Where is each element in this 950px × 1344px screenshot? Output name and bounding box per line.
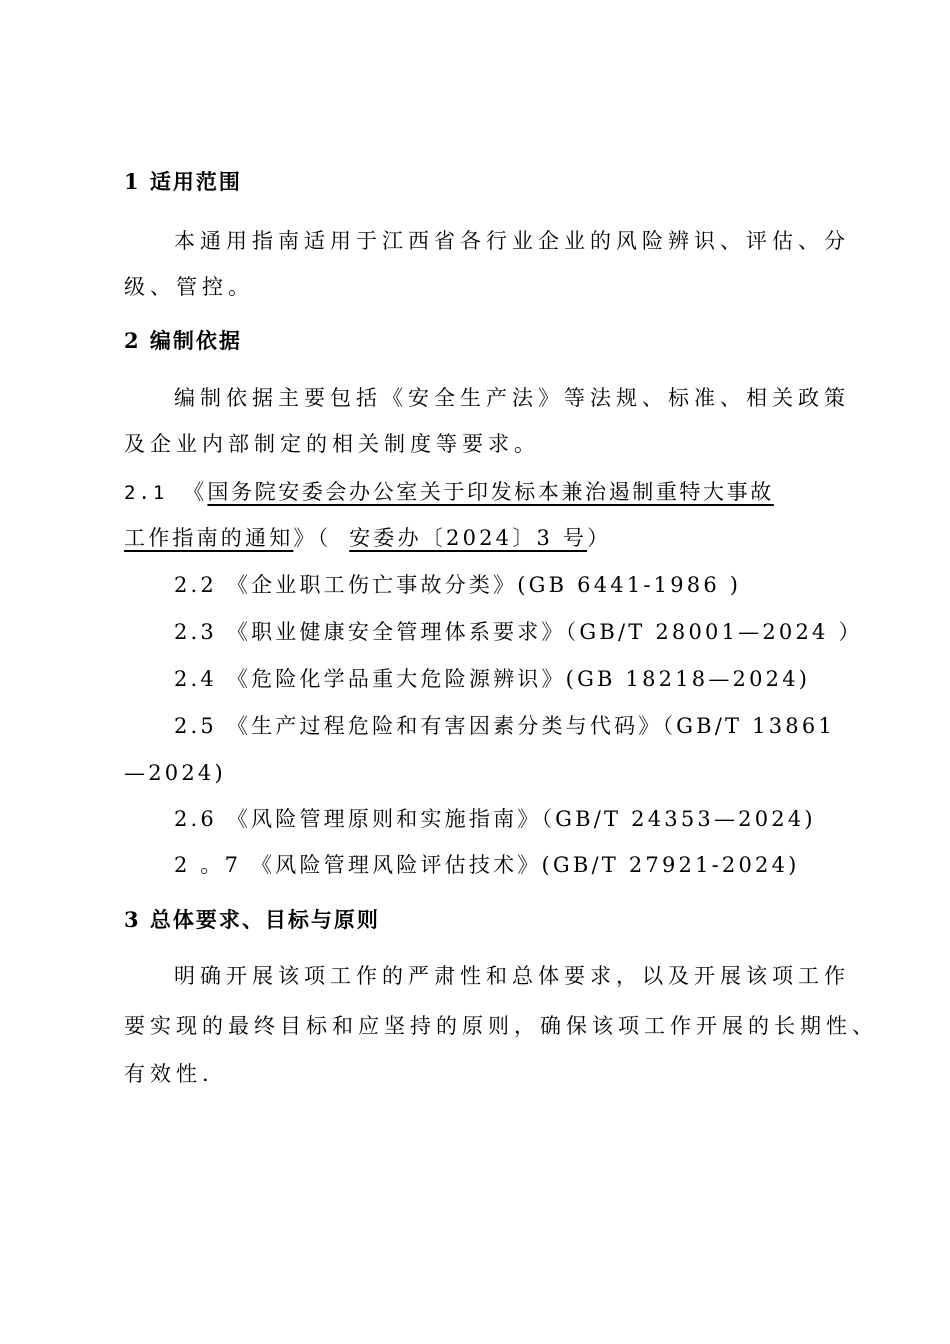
section-2-paragraph-line-2: 及企业内部制定的相关制度等要求。 [124, 432, 540, 456]
section-3-paragraph-line-2: 要实现的最终目标和应坚持的原则，确保该项工作开展的长期性、 [124, 1014, 878, 1038]
reference-2-1-open-bracket: 《 [183, 480, 208, 504]
reference-2-1-title-part-2: 工作指南的通知 [124, 526, 294, 550]
reference-2-1-line-1 [124, 478, 774, 507]
section-2-heading: 2 编制依据 [124, 328, 242, 353]
reference-2-1-line-2 [124, 524, 611, 552]
section-3-paragraph-line-1: 明确开展该项工作的严肃性和总体要求，以及开展该项工作 [174, 964, 850, 988]
reference-2-4: 2.4 《危险化学品重大危险源辨识》(GB 18218—2024) [174, 667, 811, 691]
reference-2-3: 2.3 《职业健康安全管理体系要求》（GB/T 28001—2024 ） [174, 620, 863, 644]
section-1-paragraph-line-2: 级、管控。 [124, 275, 254, 299]
reference-2-7: 2 。7 《风险管理风险评估技术》(GB/T 27921-2024) [174, 853, 800, 877]
reference-2-1-number: 2.1 [124, 482, 168, 504]
section-1-paragraph-line-1: 本通用指南适用于江西省各行业企业的风险辨识、评估、分 [174, 229, 850, 253]
section-3-heading: 3 总体要求、目标与原则 [124, 907, 380, 932]
reference-2-1-close-bracket: 》（ [293, 526, 332, 550]
reference-2-1-doc-number: 安委办〔2024〕3 号 [349, 526, 588, 550]
section-2-paragraph-line-1: 编制依据主要包括《安全生产法》等法规、标准、相关政策 [174, 386, 850, 410]
reference-2-2: 2.2 《企业职工伤亡事故分类》(GB 6441-1986 ) [174, 573, 742, 597]
reference-2-5-line-2: —2024) [124, 761, 226, 785]
reference-2-5-line-1: 2.5 《生产过程危险和有害因素分类与代码》（GB/T 13861 [174, 714, 835, 738]
section-1-heading: 1 适用范围 [124, 169, 242, 194]
section-3-paragraph-line-3: 有效性. [124, 1062, 214, 1086]
reference-2-1-tail: ） [587, 526, 612, 550]
reference-2-1-title-part-1: 国务院安委会办公室关于印发标本兼治遏制重特大事故 [207, 480, 774, 504]
reference-2-6: 2.6 《风险管理原则和实施指南》（GB/T 24353—2024) [174, 807, 816, 831]
